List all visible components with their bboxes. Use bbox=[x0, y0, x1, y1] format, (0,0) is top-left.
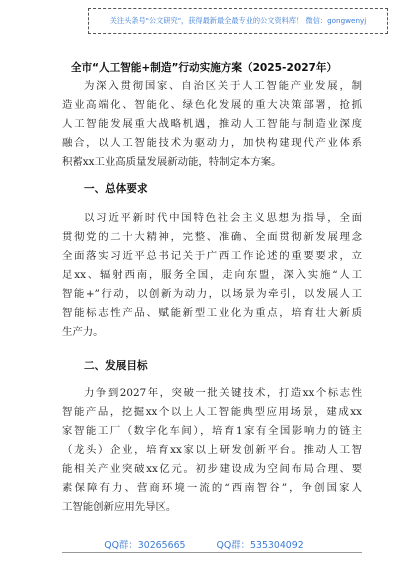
header-banner-text: 关注头条号"公文研究"，获得最新最全最专业的公文资料库！ 微信：gongwenyj bbox=[109, 16, 367, 25]
section2-line: 工智能创新应用先导区。 bbox=[62, 501, 177, 513]
footer-divider bbox=[62, 552, 362, 553]
section1-line: 智能标志性产品、赋能新型工业化为重点，培育壮大新质 bbox=[62, 307, 362, 319]
footer-contact bbox=[0, 537, 408, 551]
intro-line: 造业高端化、智能化、绿色化发展的重大决策部署，抢抓 bbox=[62, 99, 362, 111]
section1-line: 贯彻党的二十大精神，完整、准确、全面贯彻新发展理念 bbox=[62, 231, 362, 243]
intro-line: 为深入贯彻国家、自治区关于人工智能产业发展，制 bbox=[84, 80, 362, 92]
section2-line: 素保障有力、营商环境一流的“西南智谷”，争创国家人 bbox=[62, 482, 362, 494]
intro-line: 融合，以人工智能技术为驱动力，加快构建现代产业体系 bbox=[62, 137, 362, 149]
intro-line: 积蓄xx工业高质量发展新动能，特制定本方案。 bbox=[62, 156, 282, 168]
section-heading-general-requirements: 一、总体要求 bbox=[84, 183, 148, 195]
section1-line: 全面落实习近平总书记关于广西工作论述的重要要求，立 bbox=[62, 250, 362, 262]
section1-line: 智能+”行动，以创新为动力，以场景为牵引，以发展人工 bbox=[62, 288, 362, 300]
intro-line: 人工智能发展重大战略机遇，推动人工智能与制造业深度 bbox=[62, 118, 362, 130]
footer-qq-group-1: QQ群：30265665 bbox=[104, 540, 186, 551]
section2-line: 能相关产业突破xx亿元。初步建设成为空间布局合理、要 bbox=[62, 463, 362, 475]
footer-qq-group-2: QQ群：535304092 bbox=[216, 540, 304, 551]
section2-line: 智能产品，挖掘xx个以上人工智能典型应用场景，建成xx bbox=[62, 406, 362, 418]
section2-line: （龙头）企业，培育xx家以上研发创新平台。推动人工智 bbox=[62, 444, 362, 456]
header-banner bbox=[88, 8, 388, 34]
section1-line: 足xx、辐射西南，服务全国，走向东盟，深入实施“人工 bbox=[62, 269, 362, 281]
section2-line: 家智能工厂（数字化车间），培育1家有全国影响力的链主 bbox=[62, 425, 362, 437]
document-title: 全市“人工智能+制造”行动实施方案（2025-2027年） bbox=[70, 62, 338, 74]
section-heading-development-goals: 二、发展目标 bbox=[84, 360, 148, 372]
section1-line: 以习近平新时代中国特色社会主义思想为指导，全面 bbox=[84, 212, 362, 224]
section2-line: 力争到2027年，突破一批关键技术，打造xx个标志性 bbox=[84, 387, 362, 399]
section1-line: 生产力。 bbox=[62, 326, 104, 338]
